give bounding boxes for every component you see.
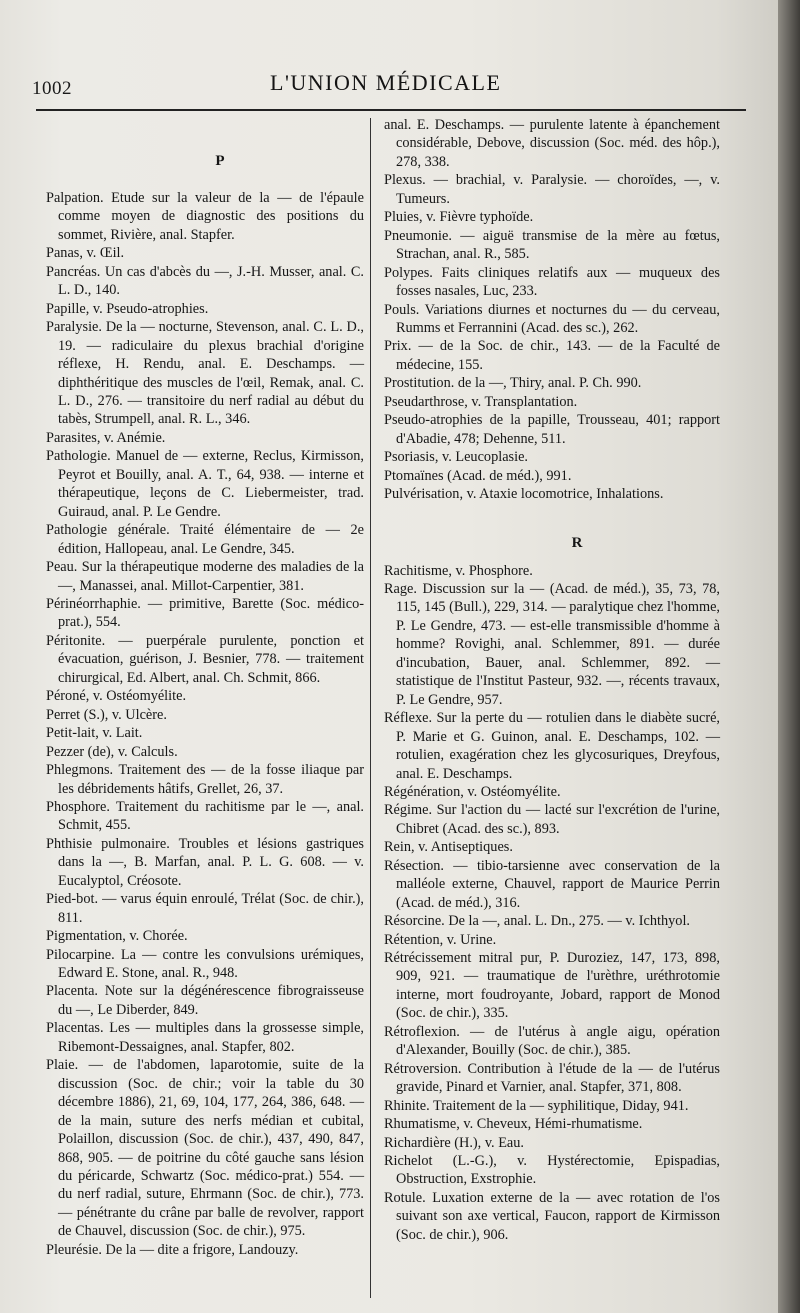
index-entry: Rhumatisme, v. Cheveux, Hémi-rhumatisme. — [384, 1116, 643, 1133]
index-entry: Périnéorrhaphie. — primitive, Barette (Soc. médico-prat.), 554. — [46, 595, 364, 631]
index-entry: anal. E. Deschamps. — purulente latente à épanchement considérable, Debove, discussion (Soc. méd. des hôp.), 278, 338. — [384, 117, 720, 170]
right-column — [384, 116, 720, 1244]
index-entry: Papille, v. Pseudo-atrophies. — [46, 300, 209, 317]
index-entry: Placenta. Note sur la dégénérescence fibrograisseuse du —, Le Diberder, 849. — [46, 983, 364, 1018]
book-gutter-edge — [778, 0, 800, 1313]
index-entry: Polypes. Faits cliniques relatifs aux — muqueux des fosses nasales, Luc, 233. — [384, 264, 720, 300]
section-letter-p: P — [215, 153, 225, 169]
index-entry: Rétroversion. Contribution à l'étude de la — de l'utérus gravide, Pinard et Varnier, anal. Stapfer, 371, 808. — [384, 1060, 720, 1096]
index-entry: Psoriasis, v. Leucoplasie. — [384, 449, 529, 466]
index-entry: Prix. — de la Soc. de chir., 143. — de la Faculté de médecine, 155. — [384, 338, 720, 373]
index-entry: Plexus. — brachial, v. Paralysie. — choroïdes, —, v. Tumeurs. — [384, 172, 720, 207]
index-entry: Pilocarpine. La — contre les convulsions urémiques, Edward E. Stone, anal. R., 948. — [46, 946, 364, 982]
index-entry: Péroné, v. Ostéomyélite. — [46, 688, 187, 705]
index-entry: Palpation. Etude sur la valeur de la — de l'épaule comme moyen de diagnostic des positions du sommet, Rivière, anal. Stapfer. — [46, 190, 364, 243]
index-entry: Placentas. Les — multiples dans la grossesse simple, Ribemont-Dessaignes, anal. Stapfer, 802. — [46, 1020, 364, 1055]
right-entry-list-before — [384, 116, 720, 504]
header-rule — [36, 109, 746, 111]
index-entry: Ptomaïnes (Acad. de méd.), 991. — [384, 467, 572, 484]
index-entry: Phlegmons. Traitement des — de la fosse iliaque par les débridements hâtifs, Grellet, 26, 37. — [46, 762, 364, 797]
index-entry: Pathologie. Manuel de — externe, Reclus, Kirmisson, Peyrot et Bouilly, anal. A. T., 64, 938. — interne et thérapeutique, leçons de C. Liebermeister, trad. Guiraud, anal. P. Le Gendre. — [46, 448, 364, 520]
index-entry: Rétention, v. Urine. — [384, 931, 497, 948]
index-entry: Rétroflexion. — de l'utérus à angle aigu, opération d'Alexander, Bouilly (Soc. de chir.), 385. — [384, 1023, 720, 1059]
index-entry: Pouls. Variations diurnes et nocturnes du — du cerveau, Rumms et Ferrannini (Acad. des sc.), 262. — [384, 301, 720, 336]
index-entry: Régime. Sur l'action du — lacté sur l'excrétion de l'urine, Chibret (Acad. des sc.), 893. — [384, 802, 720, 837]
index-entry: Réflexe. Sur la perte du — rotulien dans le diabète sucré, P. Marie et G. Guinon, anal. E. Deschamps, 102. — rotulien, exagération chez les glycosuriques, Dreyfous, anal. E. Deschamps. — [384, 710, 720, 782]
index-entry: Plaie. — de l'abdomen, laparotomie, suite de la discussion (Soc. de chir.; voir la table du 30 décembre 1886), 21, 69, 104, 177, 264, 386, 648. — de la main, suture des nerfs médian et cubital, Polaillon, discussion (Soc. de chir.), 437, 490, 847, 868, 905. — de poitrine du côté gauche sans lésion du péricarde, Schwartz (Soc. médico-prat.) 554. — du nerf radial, suture, Ehrmann (Soc. de chir.), 773. — pénétrante du crâne par balle de revolver, rapport de Chauvel, discussion (Soc. de chir.), 975. — [46, 1057, 364, 1240]
page-number: 1002 — [32, 78, 72, 99]
index-entry: Pneumonie. — aiguë transmise de la mère au fœtus, Strachan, anal. R., 585. — [384, 227, 720, 263]
section-letter-r: R — [571, 534, 583, 551]
index-entry: Pulvérisation, v. Ataxie locomotrice, Inhalations. — [384, 486, 664, 503]
running-title: L'UNION MÉDICALE — [270, 70, 502, 95]
index-entry: Perret (S.), v. Ulcère. — [46, 706, 167, 723]
index-entry: Régénération, v. Ostéomyélite. — [384, 783, 561, 800]
index-entry: Richelot (L.-G.), v. Hystérectomie, Epispadias, Obstruction, Exstrophie. — [384, 1153, 720, 1188]
index-entry: Pancréas. Un cas d'abcès du —, J.-H. Musser, anal. C. L. D., 140. — [46, 263, 364, 299]
index-entry: Peau. Sur la thérapeutique moderne des maladies de la —, Manassei, anal. Millot-Carpentier, 381. — [46, 559, 364, 594]
index-entry: Rotule. Luxation externe de la — avec rotation de l'os suivant son axe vertical, Faucon, rapport de Kirmisson (Soc. de chir.), 906. — [384, 1189, 720, 1243]
index-entry: Rhinite. Traitement de la — syphilitique, Diday, 941. — [384, 1097, 689, 1114]
index-entry: Phosphore. Traitement du rachitisme par le —, anal. Schmit, 455. — [46, 798, 364, 834]
index-entry: Pseudo-atrophies de la papille, Trousseau, 401; rapport d'Abadie, 478; Dehenne, 511. — [384, 412, 720, 447]
index-entry: Richardière (H.), v. Eau. — [384, 1134, 524, 1151]
index-entry: Pigmentation, v. Chorée. — [46, 928, 188, 945]
index-entry: Pezzer (de), v. Calculs. — [46, 743, 178, 760]
left-column — [46, 120, 364, 1259]
index-entry: Rein, v. Antiseptiques. — [384, 839, 513, 856]
index-entry: Prostitution. de la —, Thiry, anal. P. Ch. 990. — [384, 375, 642, 392]
index-entry: Petit-lait, v. Lait. — [46, 725, 143, 742]
index-entry: Pluies, v. Fièvre typhoïde. — [384, 209, 534, 226]
column-divider — [370, 118, 371, 1298]
index-entry: Péritonite. — puerpérale purulente, ponction et évacuation, guérison, J. Besnier, 778. — traitement chirurgical, Ed. Albert, anal. Ch. Schmit, 866. — [46, 632, 364, 686]
index-entry: Rage. Discussion sur la — (Acad. de méd.), 35, 73, 78, 115, 145 (Bull.), 229, 314. — paralytique chez l'homme, P. Le Gendre, 473. — est-elle transmissible d'homme à homme? Rovighi, anal. Schlemmer, 891. — durée d'incubation, Bauer, anal. Schlemmer, 892. — statistique de l'Institut Pasteur, 932. —, récents travaux, P. Le Gendre, 957. — [384, 580, 720, 708]
index-entry: Pleurésie. De la — dite a frigore, Landouzy. — [46, 1241, 299, 1258]
right-entry-list-after — [384, 562, 720, 1245]
index-entry: Rachitisme, v. Phosphore. — [384, 562, 533, 579]
index-entry: Paralysie. De la — nocturne, Stevenson, anal. C. L. D., 19. — radiculaire du plexus brachial d'origine réflexe, H. Rendu, anal. E. Deschamps. — diphthéritique des muscles de l'œil, Remak, anal. C. L. D., 276. — transitoire du nerf radial au début du tabès, Strumpell, anal. R. L., 346. — [46, 319, 364, 428]
index-entry: Pseudarthrose, v. Transplantation. — [384, 393, 578, 410]
index-entry: Rétrécissement mitral pur, P. Duroziez, 147, 173, 898, 909, 921. — traumatique de l'urèthre, uréthrotomie interne, mort foudroyante, Jobard, rapport de Monod (Soc. de chir.), 335. — [384, 950, 720, 1022]
left-entry-list — [46, 189, 364, 1259]
index-entry: Pathologie générale. Traité élémentaire de — 2e édition, Hallopeau, anal. Le Gendre, 345. — [46, 522, 364, 557]
index-entry: Parasites, v. Anémie. — [46, 429, 166, 446]
index-entry: Résorcine. De la —, anal. L. Dn., 275. — v. Ichthyol. — [384, 913, 690, 930]
page-header — [0, 70, 778, 110]
index-entry: Pied-bot. — varus équin enroulé, Trélat (Soc. de chir.), 811. — [46, 891, 364, 926]
index-entry: Phthisie pulmonaire. Troubles et lésions gastriques dans la —, B. Marfan, anal. P. L. G. 608. — v. Eucalyptol, Créosote. — [46, 835, 364, 889]
index-entry: Panas, v. Œil. — [46, 245, 125, 262]
index-entry: Résection. — tibio-tarsienne avec conservation de la malléole externe, Chauvel, rapport de Maurice Perrin (Acad. de méd.), 316. — [384, 857, 720, 911]
